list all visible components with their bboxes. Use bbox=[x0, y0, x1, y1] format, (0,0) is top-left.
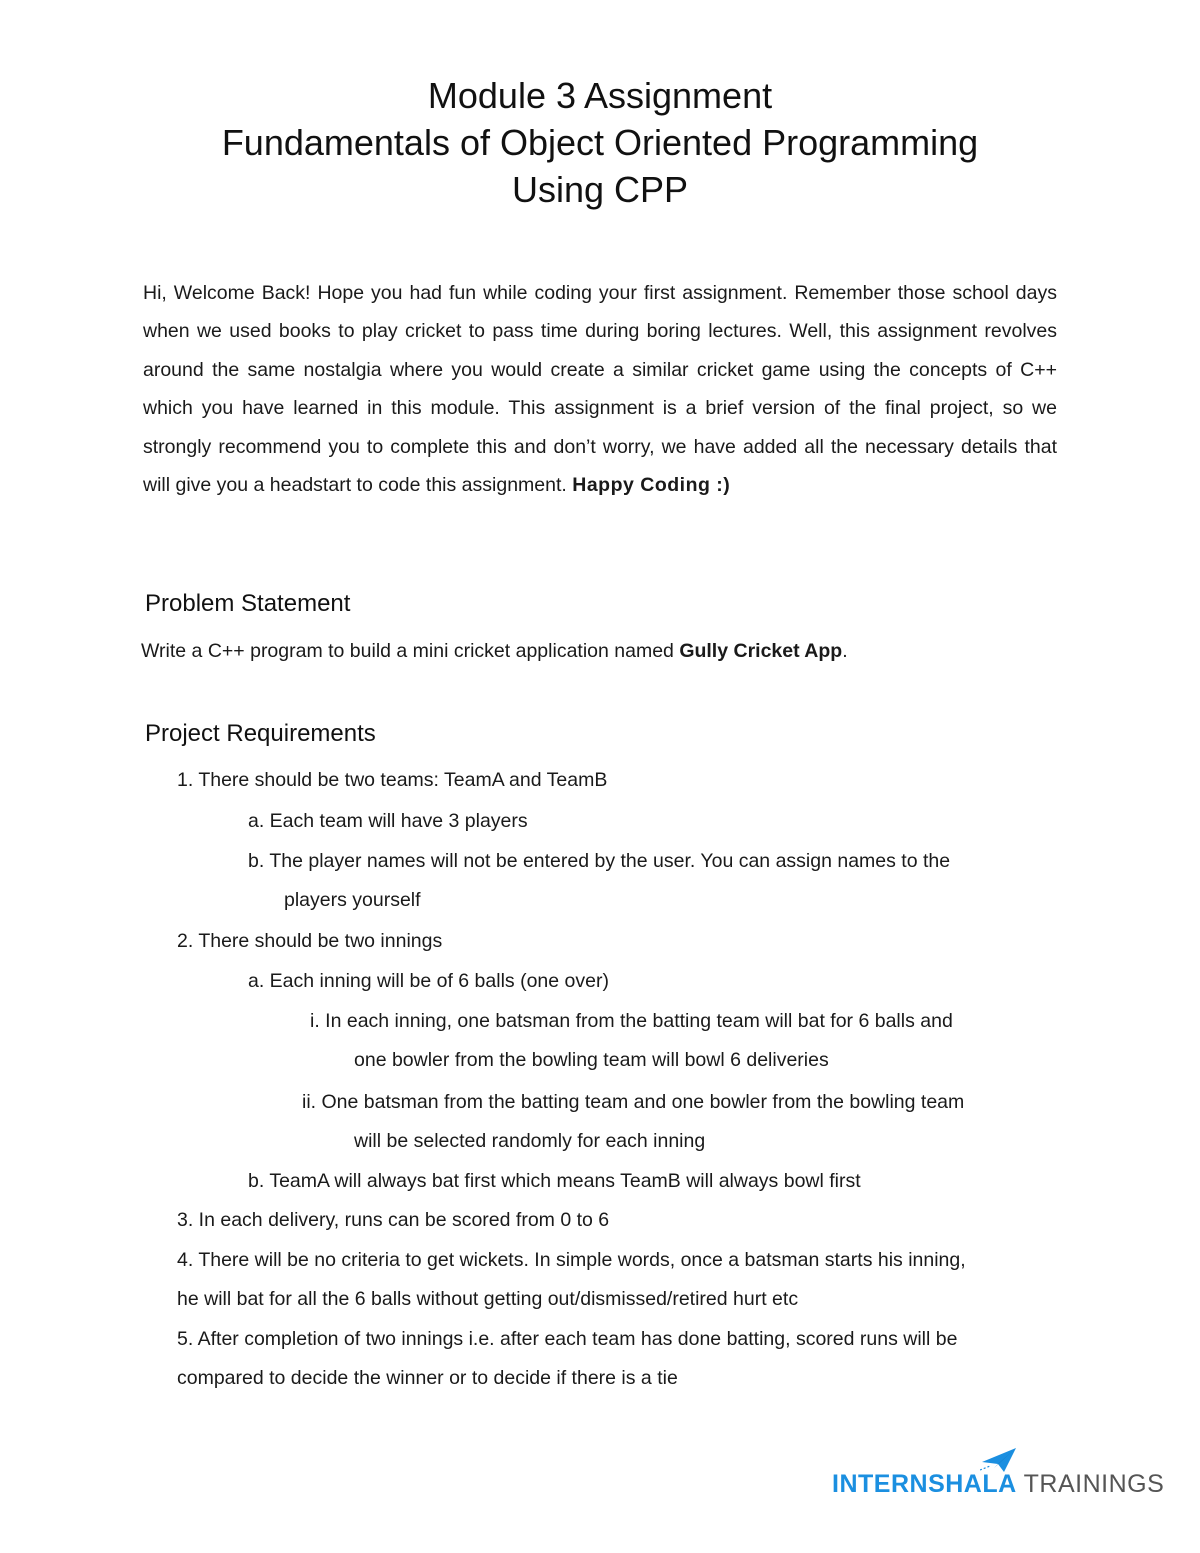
requirement-line: 5. After completion of two innings i.e. after each team has done batting, scored runs will be bbox=[177, 1328, 958, 1350]
intro-paragraph bbox=[143, 274, 1057, 504]
requirement-line: 1. There should be two teams: TeamA and TeamB bbox=[177, 769, 608, 791]
requirement-line: a. Each team will have 3 players bbox=[248, 810, 528, 832]
title-line-1: Module 3 Assignment bbox=[427, 75, 773, 116]
app-name: Gully Cricket App bbox=[679, 640, 843, 662]
requirement-line: players yourself bbox=[284, 889, 421, 911]
requirement-line: 4. There will be no criteria to get wickets. In simple words, once a batsman starts his inning, bbox=[177, 1249, 966, 1271]
project-requirements-heading: Project Requirements bbox=[145, 720, 376, 747]
title-line-3: Using CPP bbox=[511, 169, 689, 210]
requirement-line: i. In each inning, one batsman from the batting team will bat for 6 balls and bbox=[310, 1010, 953, 1032]
requirement-line: one bowler from the bowling team will bowl 6 deliveries bbox=[354, 1049, 829, 1071]
logo-part-trainings: TRAININGS bbox=[1016, 1470, 1165, 1498]
title-line-2: Fundamentals of Object Oriented Programming bbox=[221, 122, 979, 163]
requirement-line: b. TeamA will always bat first which means TeamB will always bowl first bbox=[248, 1170, 861, 1192]
requirement-line: will be selected randomly for each inning bbox=[354, 1130, 706, 1152]
problem-statement-text bbox=[141, 640, 848, 663]
requirement-line: ii. One batsman from the batting team and one bowler from the bowling team bbox=[302, 1091, 965, 1113]
problem-text-before: Write a C++ program to build a mini cricket application named bbox=[141, 640, 680, 662]
happy-coding: Happy Coding :) bbox=[572, 474, 731, 497]
internshala-trainings-logo bbox=[832, 1446, 1168, 1502]
logo-part-intern: INTERN bbox=[832, 1470, 929, 1498]
requirement-line: compared to decide the winner or to decide if there is a tie bbox=[177, 1367, 678, 1389]
requirement-line: he will bat for all the 6 balls without getting out/dismissed/retired hurt etc bbox=[177, 1288, 799, 1310]
intro-text: Hi, Welcome Back! Hope you had fun while coding your first assignment. Remember those school days when we used books to play cricket to pass time during boring lectures. Well, this assignment revolves around the same nostalgia where you would create a similar cricket game using the concepts of C++ which you have learned in this module. This assignment is a brief version of the final project, so we strongly recommend you to complete this and don’t worry, we have added all the necessary details that will give you a headstart to code this assignment. bbox=[143, 282, 1057, 497]
requirement-line: 3. In each delivery, runs can be scored from 0 to 6 bbox=[177, 1209, 610, 1231]
logo-part-shala: SHALA bbox=[928, 1470, 1017, 1498]
logo-wordmark bbox=[832, 1470, 1164, 1499]
document-title bbox=[0, 72, 1200, 213]
requirement-line: a. Each inning will be of 6 balls (one over) bbox=[248, 970, 609, 992]
requirement-line: b. The player names will not be entered by the user. You can assign names to the bbox=[248, 850, 951, 872]
problem-statement-heading: Problem Statement bbox=[145, 590, 351, 617]
requirement-line: 2. There should be two innings bbox=[177, 930, 443, 952]
problem-text-after: . bbox=[842, 640, 848, 662]
